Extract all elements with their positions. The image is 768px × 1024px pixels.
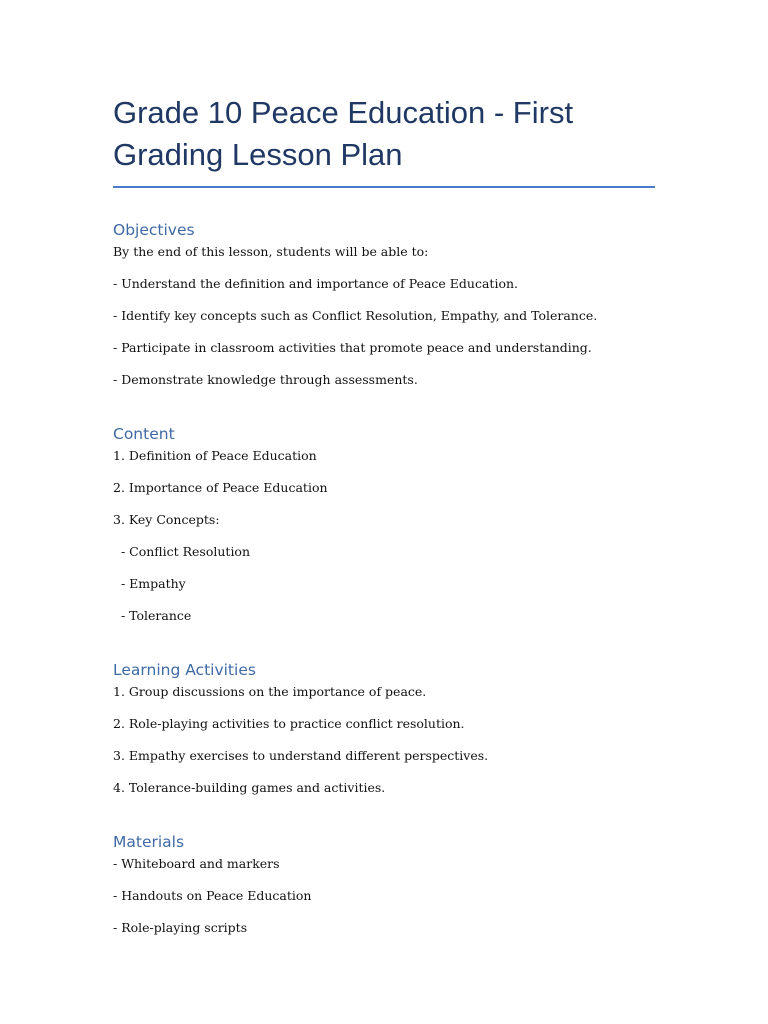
- title-divider: [113, 186, 655, 188]
- section-content: [113, 424, 655, 624]
- paragraph: - Participate in classroom activities that promote peace and understanding.: [113, 340, 592, 355]
- document-title: [113, 92, 655, 176]
- paragraph: - Demonstrate knowledge through assessments.: [113, 372, 418, 387]
- section-heading: Objectives: [113, 221, 195, 239]
- section-materials: [113, 832, 655, 936]
- paragraph: By the end of this lesson, students will be able to:: [113, 244, 429, 259]
- paragraph: 2. Role-playing activities to practice conflict resolution.: [113, 716, 465, 731]
- paragraph: 3. Key Concepts:: [113, 512, 220, 527]
- paragraph: 4. Tolerance-building games and activities.: [113, 780, 386, 795]
- section-heading: Learning Activities: [113, 661, 256, 679]
- title-line-1: Grade 10 Peace Education - First: [113, 95, 574, 130]
- section-learning-activities: [113, 660, 655, 796]
- section-heading: Content: [113, 425, 175, 443]
- paragraph: 2. Importance of Peace Education: [113, 480, 328, 495]
- paragraph: - Handouts on Peace Education: [113, 888, 312, 903]
- section-heading: Materials: [113, 833, 185, 851]
- paragraph: 3. Empathy exercises to understand different perspectives.: [113, 748, 489, 763]
- paragraph: - Conflict Resolution: [113, 544, 251, 559]
- section-objectives: [113, 220, 655, 388]
- paragraph: - Understand the definition and importance of Peace Education.: [113, 276, 518, 291]
- document-page: [113, 92, 655, 936]
- paragraph: - Empathy: [113, 576, 186, 591]
- paragraph: 1. Definition of Peace Education: [113, 448, 317, 463]
- paragraph: - Role-playing scripts: [113, 920, 248, 935]
- paragraph: 1. Group discussions on the importance of peace.: [113, 684, 427, 699]
- paragraph: - Whiteboard and markers: [113, 856, 280, 871]
- paragraph: - Identify key concepts such as Conflict Resolution, Empathy, and Tolerance.: [113, 308, 598, 323]
- paragraph: - Tolerance: [113, 608, 192, 623]
- title-line-2: Grading Lesson Plan: [113, 137, 403, 172]
